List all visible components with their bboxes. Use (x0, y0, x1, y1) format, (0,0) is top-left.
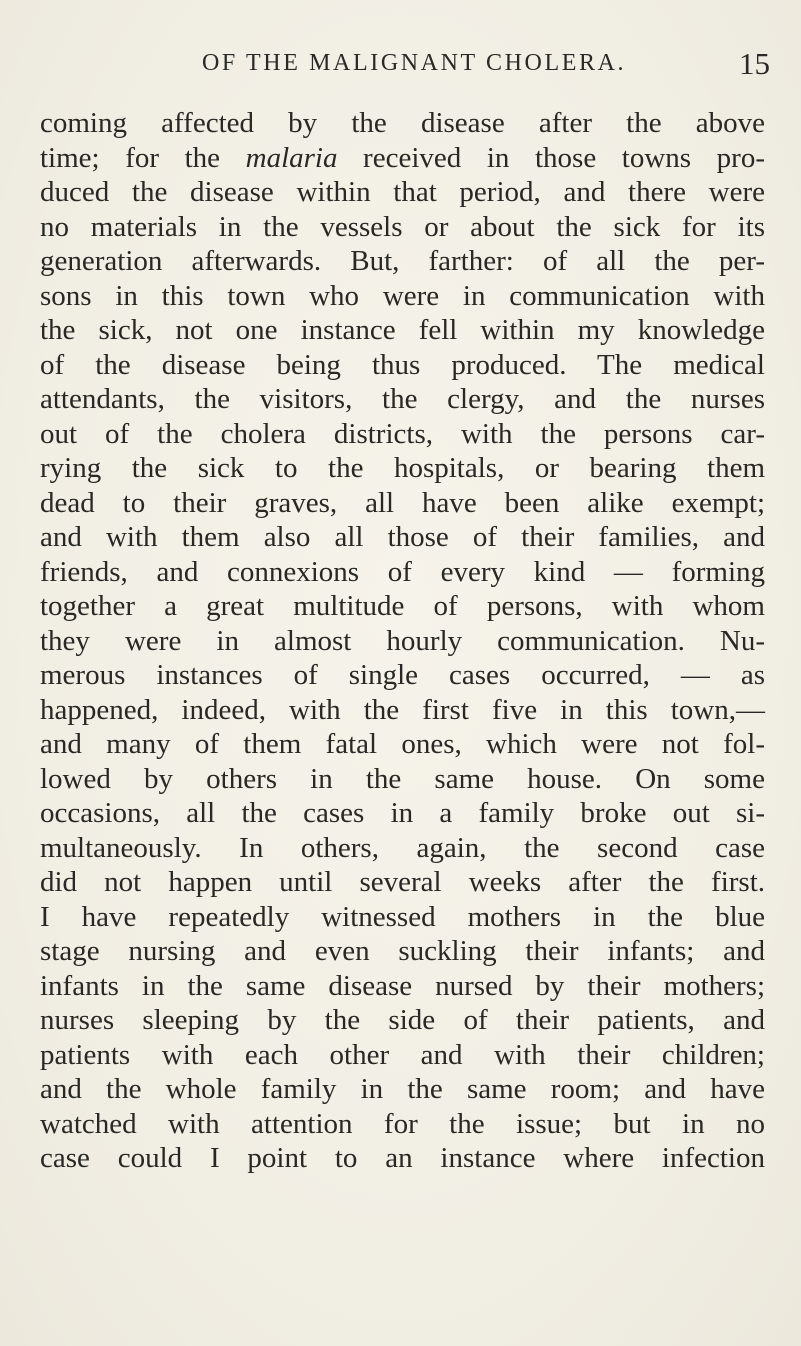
running-title: OF THE MALIGNANT CHOLERA. (202, 50, 627, 76)
text-line-31: case could I point to an instance where infection (40, 1142, 765, 1174)
text-line-18: happened, indeed, with the first five in this town,— (40, 693, 765, 726)
body-text (40, 106, 765, 1176)
text-line-5: generation afterwards. But, farther: of all the per- (40, 245, 765, 277)
text-line-17: merous instances of single cases occurred, — as (40, 659, 765, 691)
text-line-26: infants in the same disease nursed by their mothers; (40, 969, 765, 1002)
text-line-14: friends, and connexions of every kind — forming (40, 555, 765, 588)
text-line-2-end: received in those towns pro- (337, 141, 765, 174)
text-line-20: lowed by others in the same house. On some (40, 762, 765, 795)
text-line-2 (40, 141, 765, 176)
text-line-22: multaneously. In others, again, the second case (40, 831, 765, 864)
text-line-11: rying the sick to the hospitals, or bearing them (40, 452, 765, 484)
text-line-7: the sick, not one instance fell within my knowledge (40, 314, 765, 346)
text-line-8: of the disease being thus produced. The medical (40, 348, 765, 381)
text-line-30: watched with attention for the issue; but in no (40, 1107, 765, 1140)
text-line-23: did not happen until several weeks after the first. (40, 866, 765, 898)
text-line-13: and with them also all those of their families, and (40, 521, 765, 553)
text-line-19: and many of them fatal ones, which were not fol- (40, 728, 765, 760)
text-line-15: together a great multitude of persons, with whom (40, 590, 765, 622)
running-head (0, 46, 801, 90)
text-line-21: occasions, all the cases in a family broke out si- (40, 797, 765, 829)
text-line-24: I have repeatedly witnessed mothers in the blue (40, 900, 765, 933)
text-line-2-start: time; for the (40, 141, 246, 174)
text-line-1: coming affected by the disease after the above (40, 107, 765, 139)
text-line-28: patients with each other and with their children; (40, 1038, 765, 1071)
text-line-27: nurses sleeping by the side of their patients, and (40, 1004, 765, 1036)
italic-term-malaria: malaria (245, 141, 338, 174)
text-line-4: no materials in the vessels or about the sick for its (40, 210, 765, 243)
text-line-16: they were in almost hourly communication. Nu- (40, 624, 765, 657)
text-line-10: out of the cholera districts, with the persons car- (40, 417, 765, 450)
page-number: 15 (739, 46, 770, 81)
text-line-6: sons in this town who were in communication with (40, 279, 765, 312)
text-line-9: attendants, the visitors, the clergy, and the nurses (40, 383, 765, 415)
text-line-25: stage nursing and even suckling their infants; and (40, 935, 765, 967)
text-line-12: dead to their graves, all have been alike exempt; (40, 486, 765, 519)
text-line-29: and the whole family in the same room; and have (40, 1073, 765, 1105)
text-line-3: duced the disease within that period, and there were (40, 176, 765, 208)
